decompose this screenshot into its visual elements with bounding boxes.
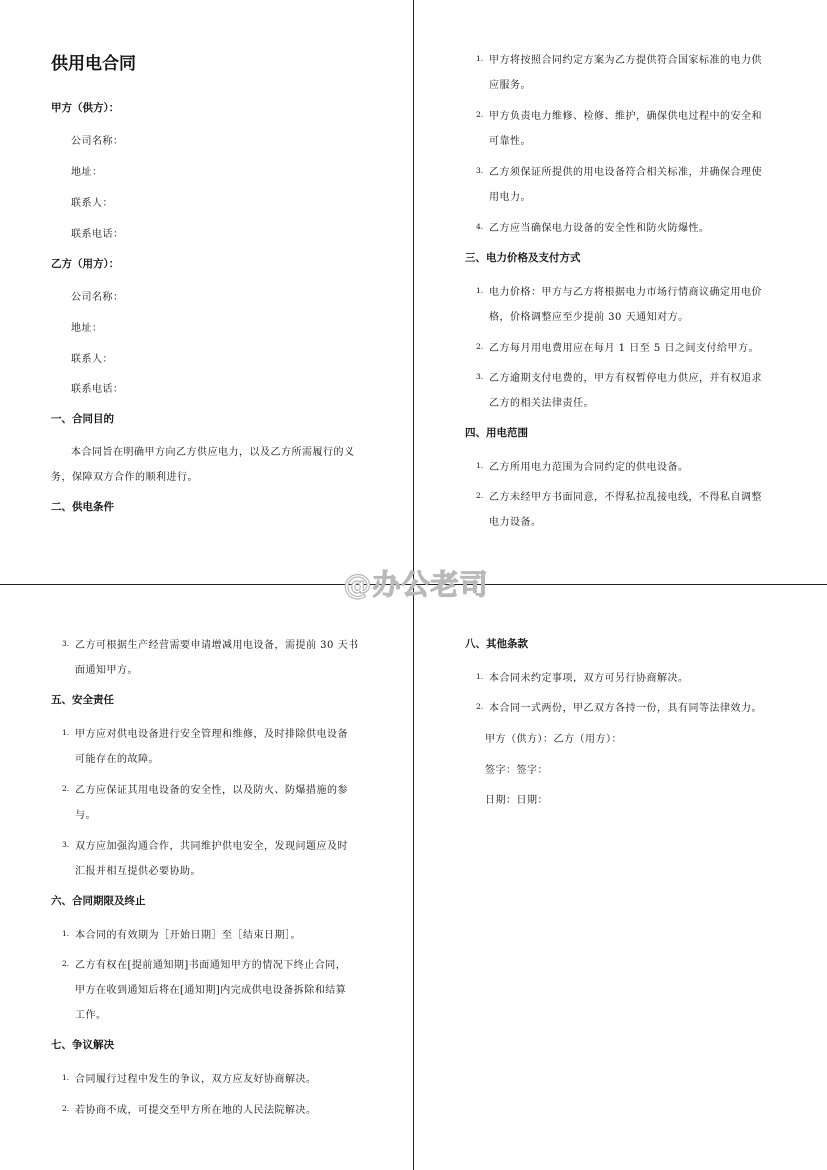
list-item-line: 工作。 xyxy=(75,1010,107,1021)
section-heading: 八、其他条款 xyxy=(465,638,528,650)
list-item-line: 用电力。 xyxy=(489,192,531,203)
list-number: 1. xyxy=(476,54,484,63)
list-item-line: 甲方在收到通知后将在[通知期]内完成供电设备拆除和结算 xyxy=(75,985,347,996)
list-number: 1. xyxy=(476,672,484,681)
list-number: 2. xyxy=(476,491,484,500)
section-heading: 二、供电条件 xyxy=(51,501,114,513)
list-item-line: 面通知甲方。 xyxy=(75,665,138,676)
list-item-line: 本合同未约定事项，双方可另行协商解决。 xyxy=(489,673,689,684)
party-a-heading: 甲方（供方）： xyxy=(51,102,120,114)
list-item-line: 乙方应保证其用电设备的安全性，以及防火、防爆措施的参 xyxy=(75,785,348,796)
list-item-line: 合同履行过程中发生的争议，双方应友好协商解决。 xyxy=(75,1074,317,1085)
list-item-line: 本合同一式两份，甲乙双方各持一份，具有同等法律效力。 xyxy=(489,703,762,714)
signature-parties: 甲方（供方）：乙方（用方）： xyxy=(485,734,622,745)
list-number: 1. xyxy=(62,728,70,737)
party-b-contact-field: 联系人： xyxy=(71,354,113,365)
section-heading: 七、争议解决 xyxy=(51,1039,114,1051)
party-b-company-field: 公司名称： xyxy=(71,292,124,303)
list-item-line: 与。 xyxy=(75,810,96,821)
signature-date: 日期：日期： xyxy=(485,795,548,806)
list-item-line: 格，价格调整应至少提前 30 天通知对方。 xyxy=(489,312,689,323)
list-item-line: 甲方应对供电设备进行安全管理和维修，及时排除供电设备 xyxy=(75,729,348,740)
document-page-1 xyxy=(0,0,414,585)
list-number: 3. xyxy=(62,840,70,849)
list-item-line: 汇报并相互提供必要协助。 xyxy=(75,866,201,877)
list-number: 3. xyxy=(62,639,70,648)
list-item-line: 电力价格：甲方与乙方将根据电力市场行情商议确定用电价 xyxy=(489,287,762,298)
party-a-phone-field: 联系电话： xyxy=(71,229,124,240)
section-heading: 四、用电范围 xyxy=(465,427,528,439)
list-number: 2. xyxy=(476,342,484,351)
watermark-text: @办公老司 xyxy=(343,568,489,601)
paragraph-line: 本合同旨在明确甲方向乙方供应电力，以及乙方所需履行的义 xyxy=(71,447,355,458)
list-item-line: 乙方可根据生产经营需要申请增减用电设备，需提前 30 天书 xyxy=(75,640,359,651)
list-item-line: 甲方负责电力维修、检修、维护，确保供电过程中的安全和 xyxy=(489,111,762,122)
party-a-contact-field: 联系人： xyxy=(71,198,113,209)
list-number: 1. xyxy=(476,461,484,470)
list-number: 2. xyxy=(62,784,70,793)
signature-sign: 签字：签字： xyxy=(485,765,548,776)
list-item-line: 乙方未经甲方书面同意，不得私拉乱接电线，不得私自调整 xyxy=(489,492,762,503)
list-number: 1. xyxy=(62,929,70,938)
list-item-line: 可能存在的故障。 xyxy=(75,754,159,765)
list-number: 2. xyxy=(476,110,484,119)
list-item-line: 乙方有权在[提前通知期]书面通知甲方的情况下终止合同， xyxy=(75,960,347,971)
section-heading: 三、电力价格及支付方式 xyxy=(465,252,581,264)
list-item-line: 乙方应当确保电力设备的安全性和防火防爆性。 xyxy=(489,223,710,234)
list-item-line: 甲方将按照合同约定方案为乙方提供符合国家标准的电力供 xyxy=(489,55,762,66)
list-number: 4. xyxy=(476,222,484,231)
list-number: 1. xyxy=(476,286,484,295)
list-item-line: 可靠性。 xyxy=(489,136,531,147)
party-b-address-field: 地址： xyxy=(71,323,103,334)
list-number: 3. xyxy=(476,372,484,381)
list-number: 1. xyxy=(62,1073,70,1082)
section-heading: 一、合同目的 xyxy=(51,413,114,425)
list-item-line: 乙方每月用电费用应在每月 1 日至 5 日之间支付给甲方。 xyxy=(489,343,759,354)
list-item-line: 乙方的相关法律责任。 xyxy=(489,398,594,409)
list-item-line: 应服务。 xyxy=(489,80,531,91)
list-number: 2. xyxy=(476,702,484,711)
section-heading: 六、合同期限及终止 xyxy=(51,895,146,907)
list-item-line: 乙方所用电力范围为合同约定的供电设备。 xyxy=(489,462,689,473)
party-b-heading: 乙方（用方）： xyxy=(51,258,120,270)
contract-title: 供用电合同 xyxy=(51,54,136,74)
list-item-line: 电力设备。 xyxy=(489,517,542,528)
party-a-address-field: 地址： xyxy=(71,167,103,178)
list-item-line: 本合同的有效期为［开始日期］至［结束日期］。 xyxy=(75,930,301,941)
document-page-3 xyxy=(0,585,414,1170)
section-heading: 五、安全责任 xyxy=(51,694,114,706)
party-b-phone-field: 联系电话： xyxy=(71,384,124,395)
paragraph-line: 务，保障双方合作的顺利进行。 xyxy=(51,472,198,483)
document-page-2 xyxy=(414,0,827,585)
list-item-line: 双方应加强沟通合作，共同维护供电安全，发现问题应及时 xyxy=(75,841,348,852)
party-a-company-field: 公司名称： xyxy=(71,136,124,147)
document-page-4 xyxy=(414,585,827,1170)
list-number: 2. xyxy=(62,959,70,968)
list-number: 2. xyxy=(62,1104,70,1113)
list-item-line: 乙方须保证所提供的用电设备符合相关标准，并确保合理使 xyxy=(489,167,762,178)
list-item-line: 若协商不成，可提交至甲方所在地的人民法院解决。 xyxy=(75,1105,317,1116)
list-number: 3. xyxy=(476,166,484,175)
list-item-line: 乙方逾期支付电费的，甲方有权暂停电力供应，并有权追求 xyxy=(489,373,762,384)
